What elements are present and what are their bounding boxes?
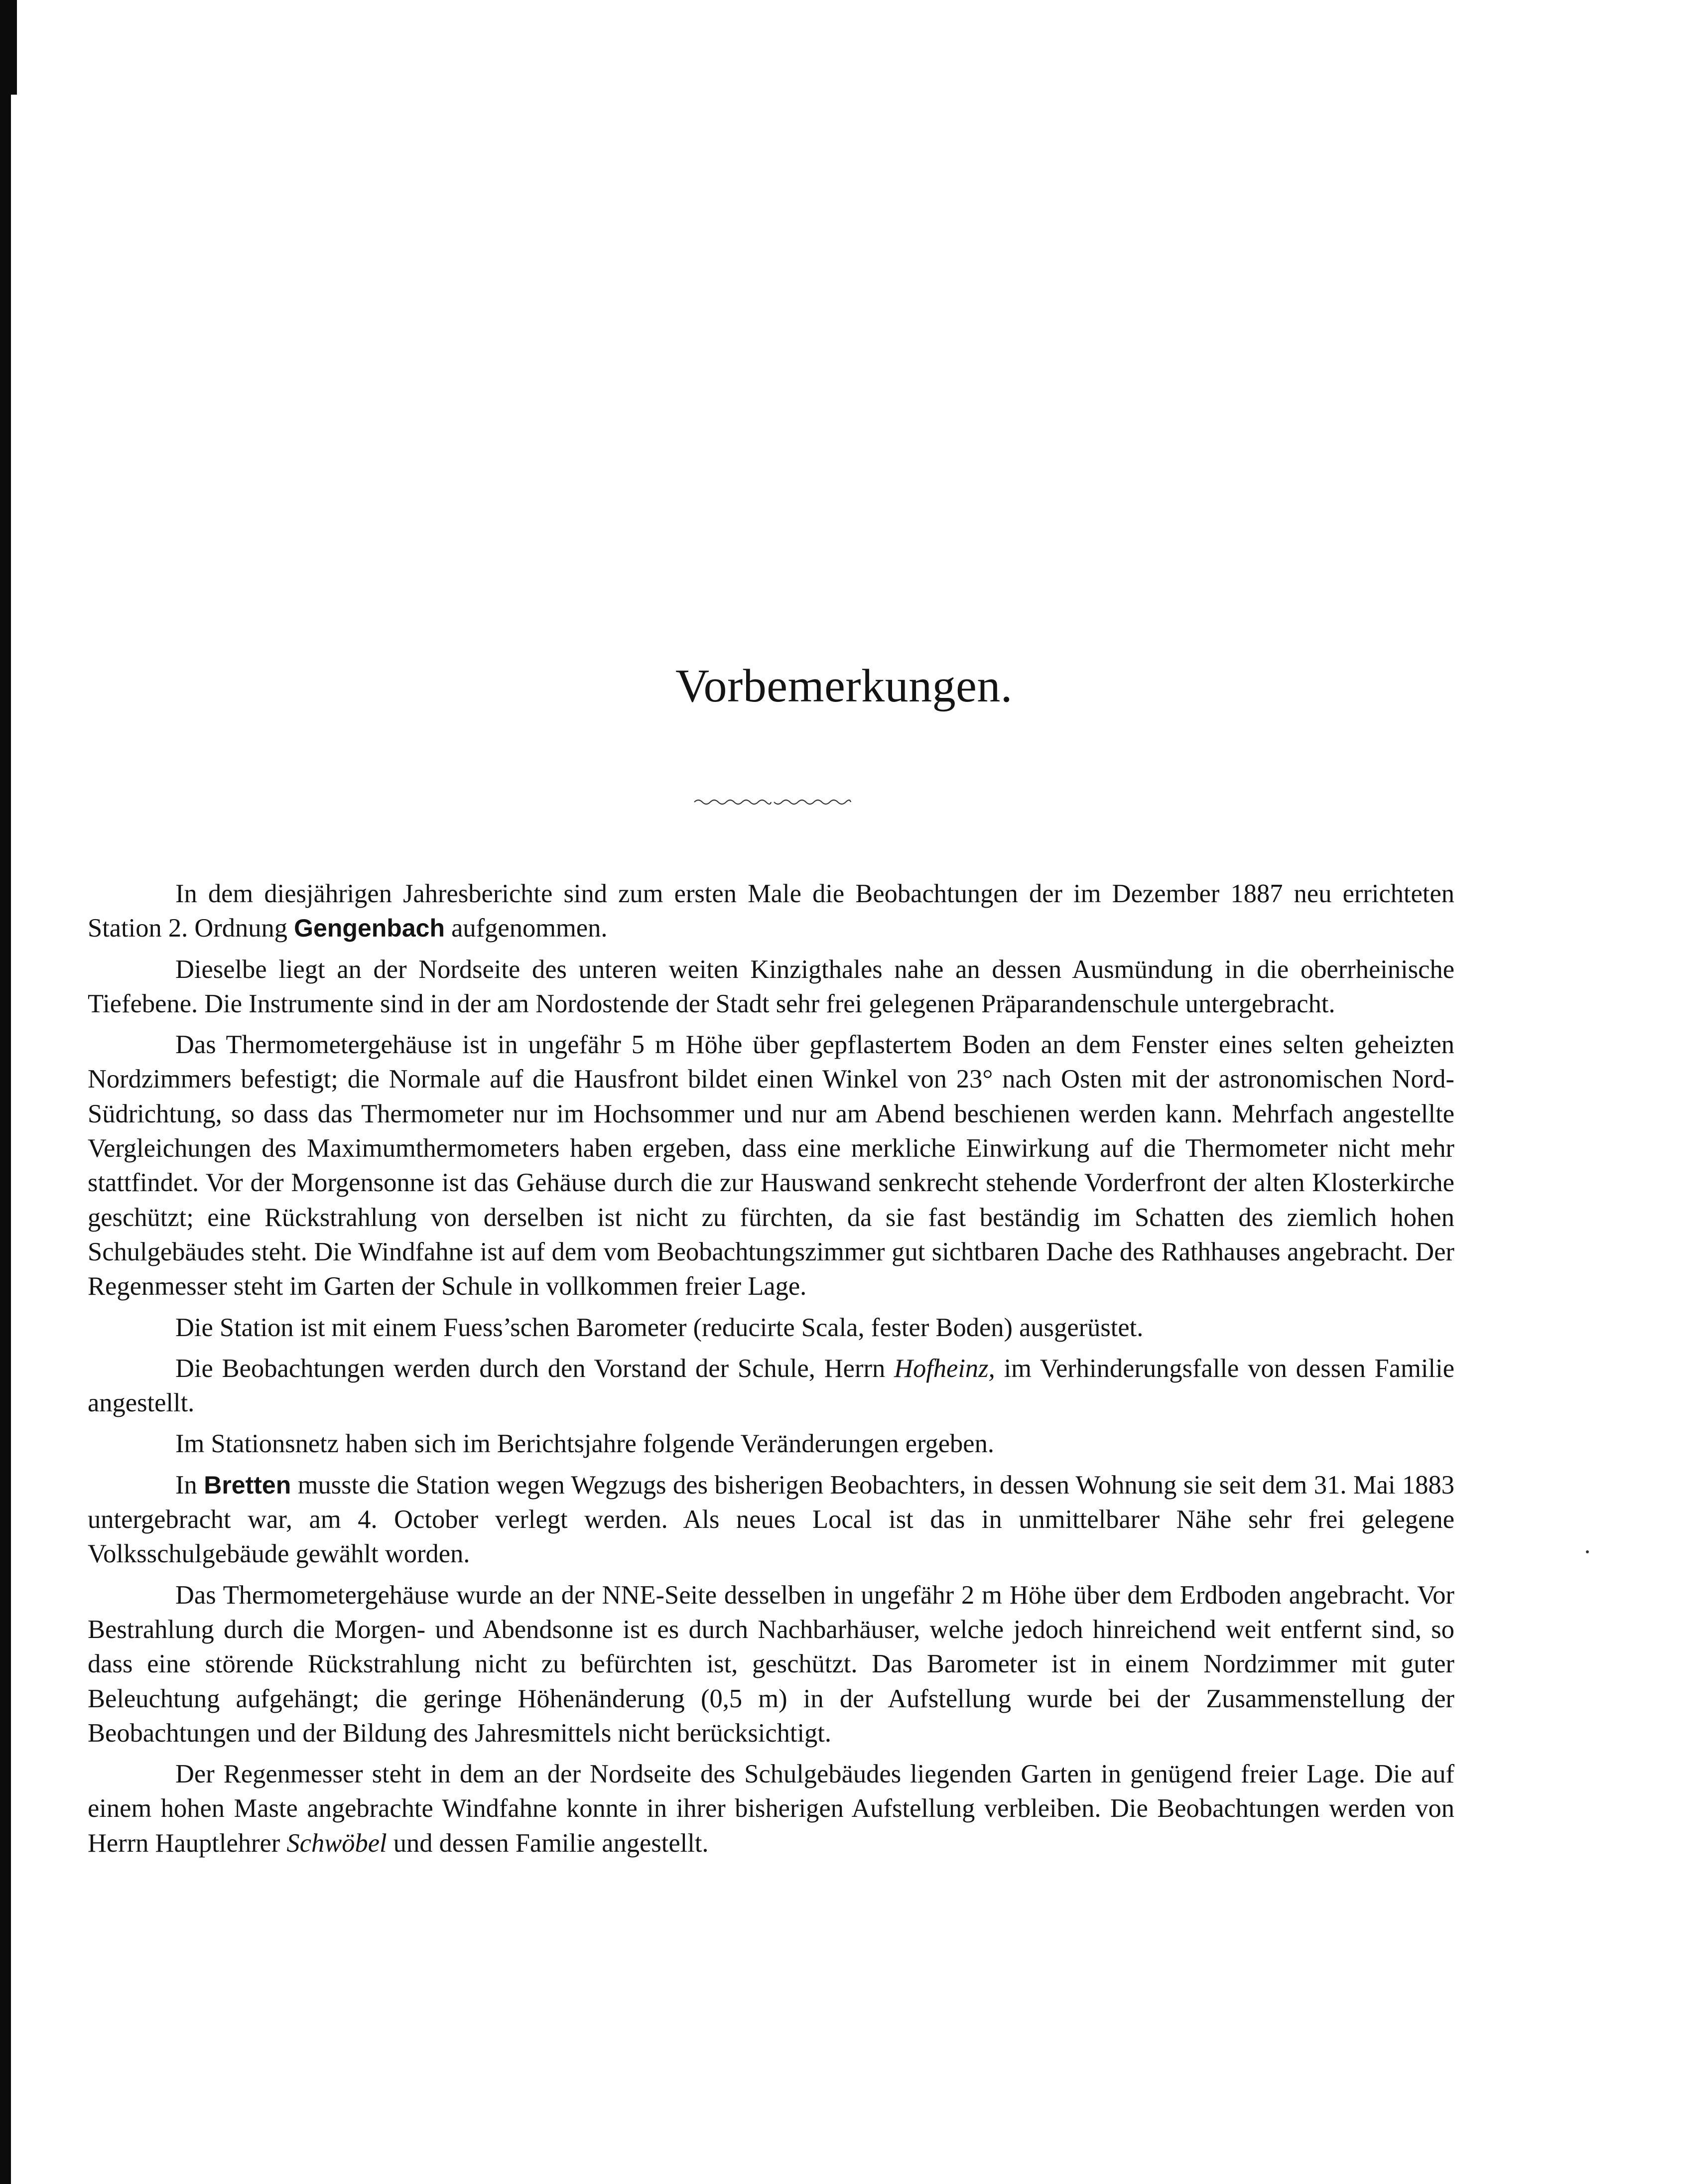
station-name-bretten: Bretten [204,1471,291,1499]
paragraph-observers: Die Beobachtungen werden durch den Vorstand der Schule, Herrn Hofheinz, im Verhinderungsfalle von dessen Familie angestellt. [88,1354,1455,1418]
paragraph-barometer: Die Station ist mit einem Fuess’schen Barometer (reducirte Scala, fester Boden) ausgerüstet. [175,1313,1144,1342]
paragraph-bretten: In Bretten musste die Station wegen Wegzugs des bisherigen Beobachters, in dessen Wohnung sie seit dem 31. Mai 1883 untergebracht war, am 4. October verlegt werden. Als neues Local ist das in unmittelbarer Nähe sehr frei gelegene Volksschulgebäude gewählt worden. [88,1470,1455,1569]
paragraph-gengenbach: In dem diesjährigen Jahresberichte sind zum ersten Male die Beobachtungen der im Dezember 1887 neu errichteten Station 2. Ordnung Gengenbach aufgenommen. [88,879,1454,943]
page-binding-edge-top [0,0,17,95]
station-name-gengenbach: Gengenbach [294,914,445,943]
paragraph-network-changes: Im Stationsnetz haben sich im Berichtsjahre folgende Veränderungen ergeben. [175,1429,994,1459]
body-text [88,877,1454,1867]
page-title: Vorbemerkungen. [675,660,1013,712]
paragraph-thermometer-housing: Das Thermometergehäuse ist in ungefähr 5 m Höhe über gepflastertem Boden an dem Fenster eines selten geheizten Nordzimmers befestigt; die Normale auf die Hausfront bildet einen Winkel von 23° nach Osten mit der astronomischen Nord-Südrichtung, so dass das Thermometer nur im Hochsommer und nur am Abend beschienen werden kann. Mehrfach angestellte Vergleichungen des Maximumthermometers haben ergeben, dass eine merkliche Einwirkung auf die Thermometer nicht mehr stattfindet. Vor der Morgensonne ist das Gehäuse durch die zur Hauswand senkrecht stehende Vorderfront der alten Klosterkirche geschützt; eine Rückstrahlung von derselben ist nicht zu fürchten, da sie fast beständig im Schatten des ziemlich hohen Schulgebäudes steht. Die Windfahne ist auf dem vom Beobachtungszimmer gut sichtbaren Dache des Rathhauses angebracht. Der Regenmesser steht im Garten der Schule in vollkommen freier Lage. [88,1030,1454,1301]
paragraph-location: Dieselbe liegt an der Nordseite des unteren weiten Kinzigthales nahe an dessen Ausmündung in die oberrheinische Tiefebene. Die Instrumente sind in der am Nordostende der Stadt sehr frei gelegenen Präparandenschule untergebracht. [88,955,1454,1018]
observer-name-hofheinz: Hofheinz, [894,1354,995,1383]
title-ornament [693,796,852,808]
paper-speck [1586,1550,1589,1553]
paragraph-bretten-rain-gauge: Der Regenmesser steht in dem an der Nordseite des Schulgebäudes liegenden Garten in genügend freier Lage. Die auf einem hohen Maste angebrachte Windfahne konnte in ihrer bisherigen Aufstellung verbleiben. Die Beobachtungen werden von Herrn Hauptlehrer Schwöbel und dessen Familie angestellt. [88,1760,1454,1858]
page-binding-edge [0,0,11,2184]
observer-name-schwoebel: Schwöbel [286,1828,387,1858]
paragraph-bretten-thermometer: Das Thermometergehäuse wurde an der NNE-Seite desselben in ungefähr 2 m Höhe über dem Erdboden angebracht. Vor Bestrahlung durch die Morgen- und Abendsonne ist es durch Nachbarhäuser, welche jedoch hinreichend weit entfernt sind, so dass eine störende Rückstrahlung nicht zu befürchten ist, geschützt. Das Barometer ist in einem Nordzimmer mit guter Beleuchtung aufgehängt; die geringe Höhenänderung (0,5 m) in der Aufstellung wurde bei der Zusammenstellung der Beobachtungen und der Bildung des Jahresmittels nicht berücksichtigt. [88,1580,1454,1748]
